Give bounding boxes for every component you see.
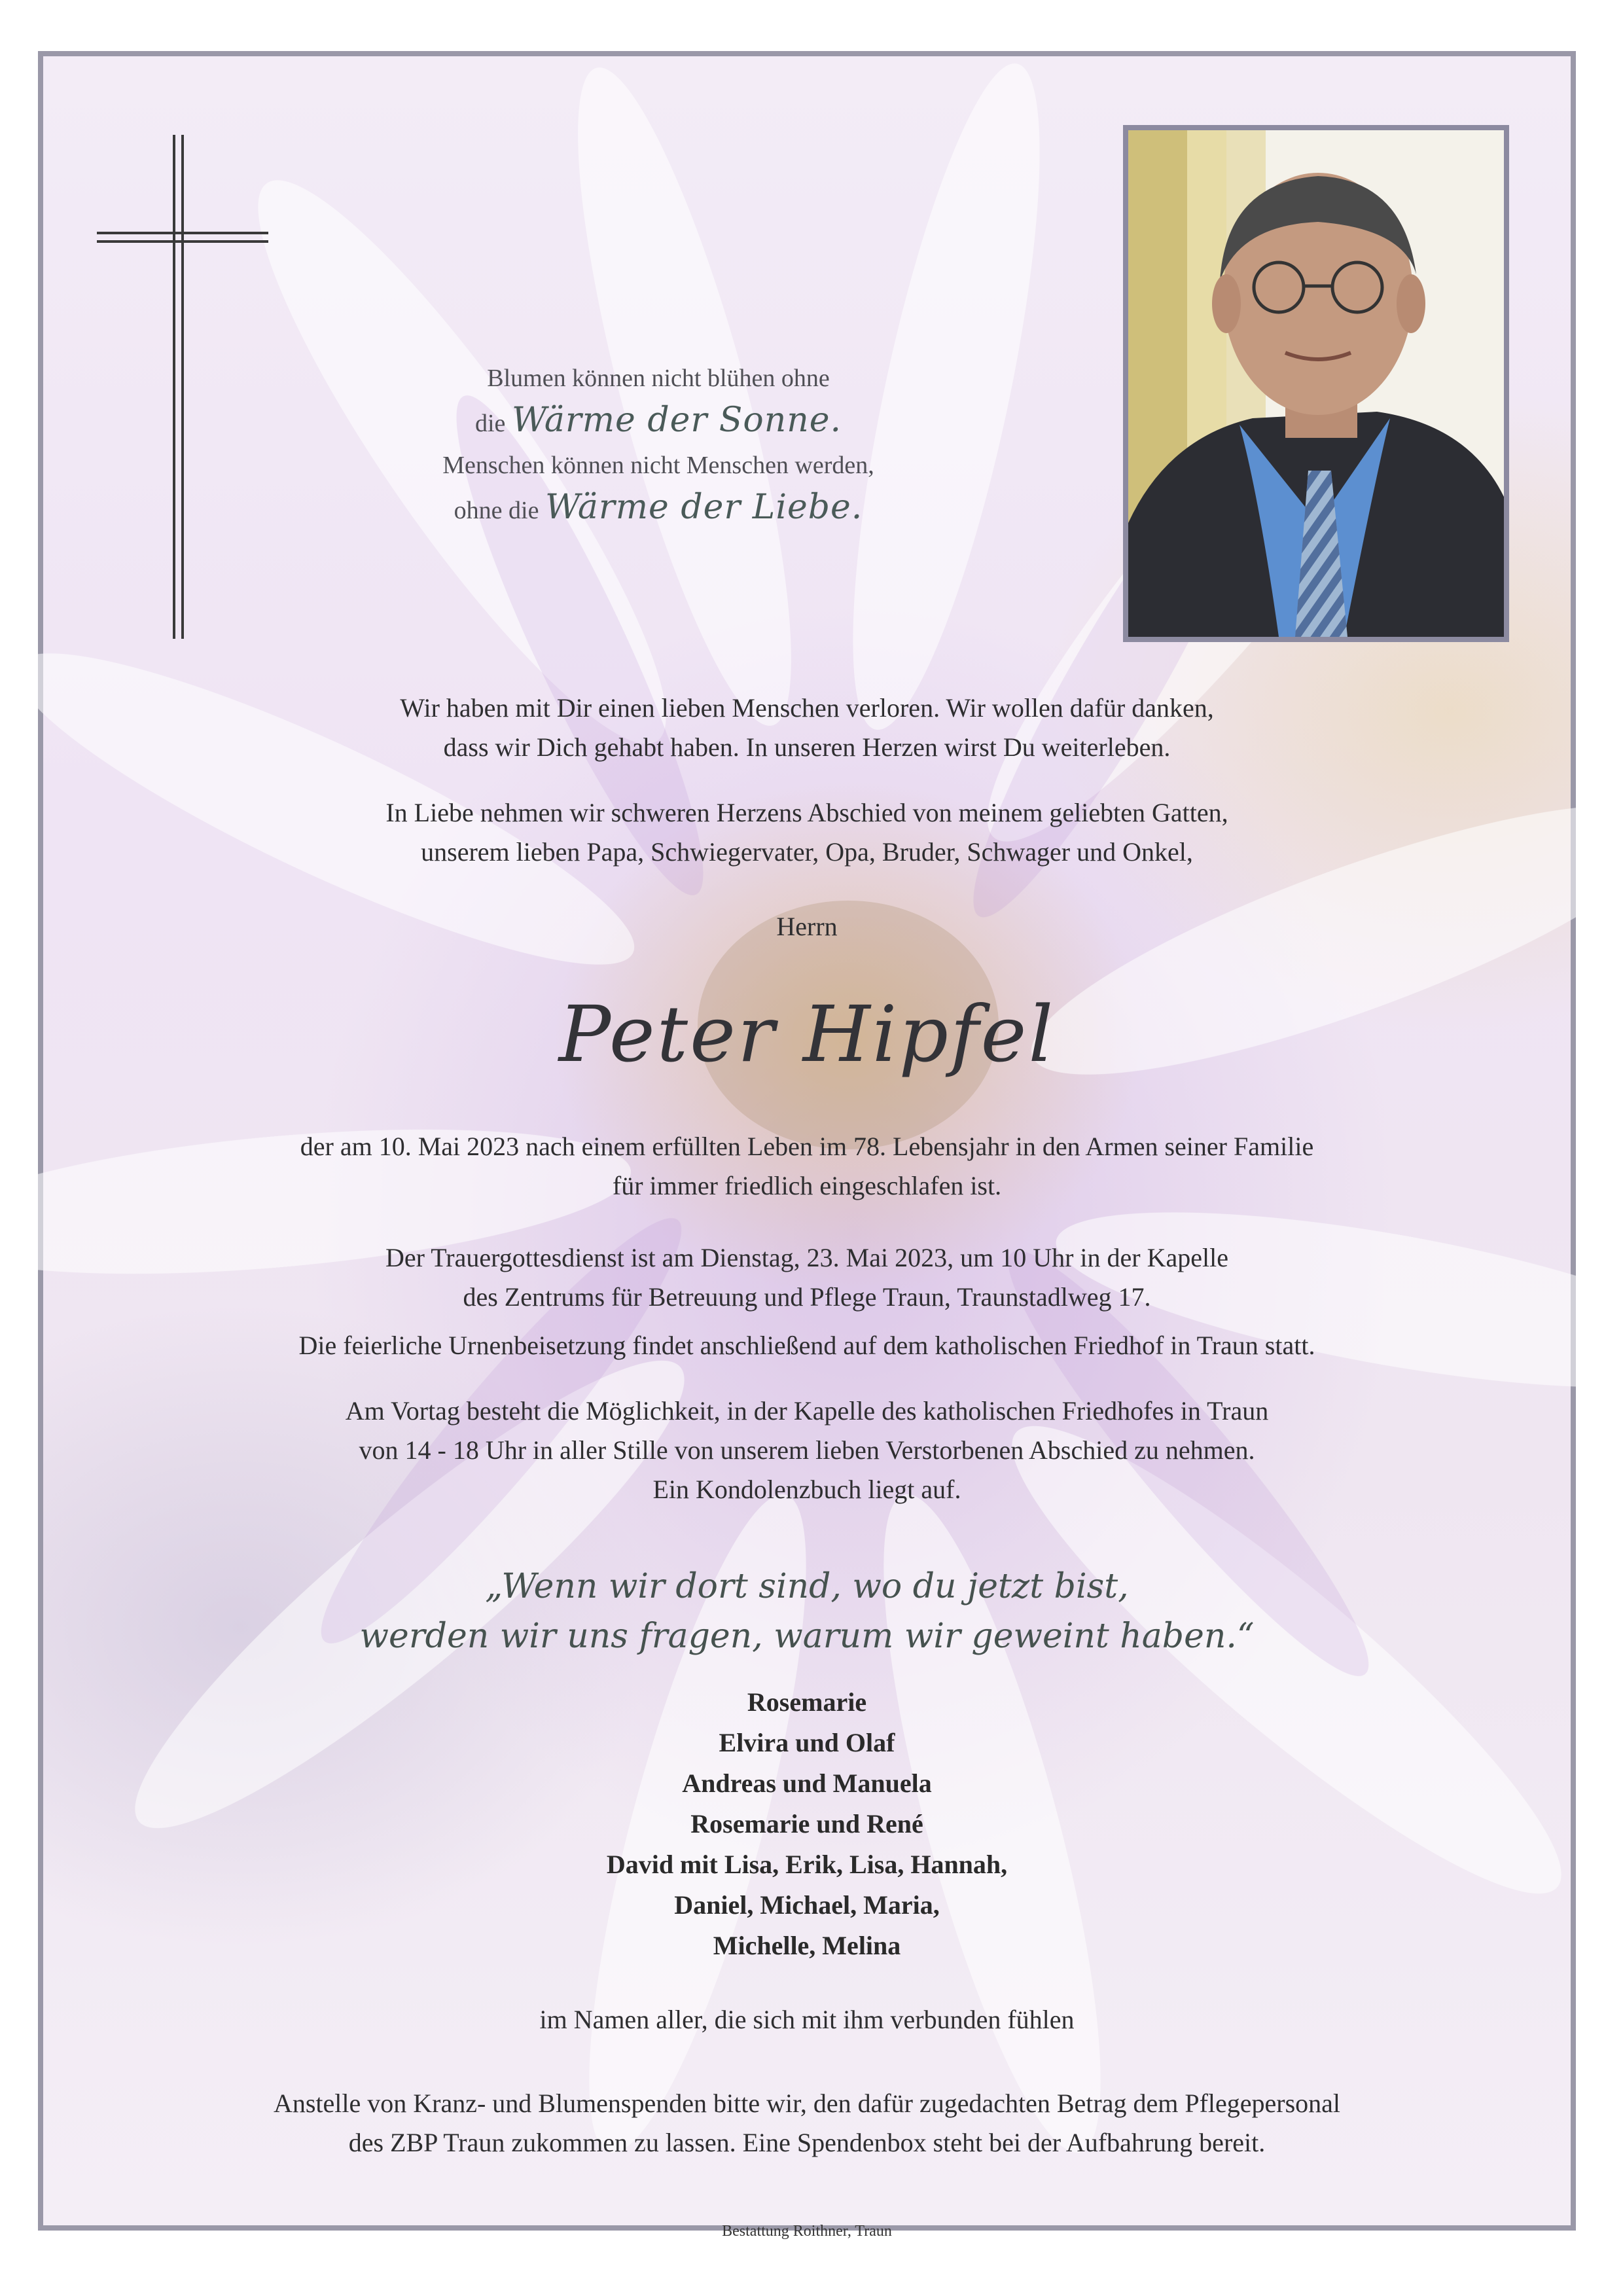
cross-icon-line [181, 135, 184, 639]
mourner-line: Elvira und Olaf [719, 1728, 895, 1757]
poem-line-2-prefix: die [475, 410, 506, 437]
mourner-line: Rosemarie und René [690, 1809, 923, 1839]
service-info: Der Trauergottesdienst ist am Dienstag, 23. Mai 2023, um 10 Uhr in der Kapelle des Zentrums für Betreuung und Pflege Traun, Traunstadlweg 17. [385, 1243, 1228, 1312]
closing-quote: „Wenn wir dort sind, wo du jetzt bist, werden wir uns fragen, warum wir geweint haben.“ [359, 1567, 1255, 1656]
portrait-photo [1123, 125, 1509, 642]
mourner-line: David mit Lisa, Erik, Lisa, Hannah, [606, 1850, 1008, 1879]
salutation: Herrn [776, 912, 838, 941]
poem-line-2-script: Wärme der Sonne. [511, 401, 842, 440]
death-notice: der am 10. Mai 2023 nach einem erfüllten Leben im 78. Lebensjahr in den Armen seiner Familie für immer friedlich eingeschlafen ist. [300, 1132, 1314, 1200]
cross-arm [97, 232, 268, 234]
mourner-line: Michelle, Melina [713, 1931, 901, 1960]
mourner-line: Rosemarie [747, 1687, 867, 1717]
obituary-sheet [38, 51, 1576, 2240]
mourners-list [43, 1682, 1571, 1966]
cross-icon [173, 135, 175, 639]
burial-info: Die feierliche Urnenbeisetzung findet anschließend auf dem katholischen Friedhof in Traun statt. [298, 1331, 1315, 1360]
poem [298, 357, 1018, 531]
poem-line-1: Blumen können nicht blühen ohne [487, 365, 830, 392]
mourner-line: Daniel, Michael, Maria, [674, 1890, 940, 1920]
poem-line-4-prefix: ohne die [454, 497, 539, 524]
cross-arm-line [97, 240, 268, 243]
farewell-text: In Liebe nehmen wir schweren Herzens Abschied von meinem geliebten Gatten, unserem lieben Papa, Schwiegervater, Opa, Bruder, Schwager und Onkel, [385, 798, 1228, 867]
closing-line: im Namen aller, die sich mit ihm verbunden fühlen [539, 2005, 1075, 2034]
poem-line-3: Menschen können nicht Menschen werden, [442, 452, 874, 479]
portrait-image [1128, 130, 1504, 637]
poem-line-4-script: Wärme der Liebe. [544, 488, 863, 527]
funeral-home-footer: Bestattung Roithner, Traun [722, 2223, 892, 2240]
viewing-info: Am Vortag besteht die Möglichkeit, in der Kapelle des katholischen Friedhofes in Traun von 14 - 18 Uhr in aller Stille von unserem lieben Verstorbenen Abschied zu nehmen. Ein Kondolenzbuch liegt auf. [345, 1396, 1269, 1504]
intro-text: Wir haben mit Dir einen lieben Menschen verloren. Wir wollen dafür danken, dass wir Dich gehabt haben. In unseren Herzen wirst Du weiterleben. [400, 693, 1214, 762]
mourner-line: Andreas und Manuela [682, 1768, 932, 1798]
deceased-name: Peter Hipfel [558, 989, 1056, 1079]
donation-note: Anstelle von Kranz- und Blumenspenden bitte wir, den dafür zugedachten Betrag dem Pflegepersonal des ZBP Traun zukommen zu lassen. Eine Spendenbox steht bei der Aufbahrung bereit. [273, 2089, 1341, 2157]
